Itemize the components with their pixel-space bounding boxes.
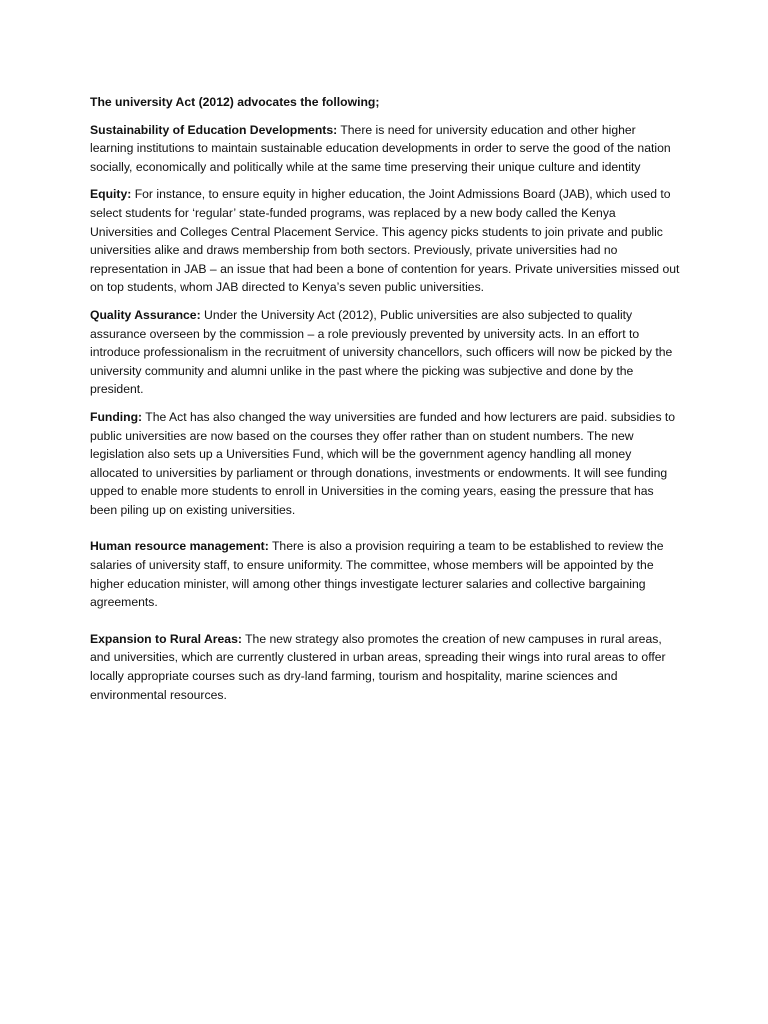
section-title: Expansion to Rural Areas: [90,631,242,646]
section-body: The new strategy also promotes the creation of new campuses in rural areas, and universities, which are currently clustered in urban areas, spreading their wings into rural areas to offer locally appropriate courses such as dry-land farming, tourism and hospitality, marine sciences and environmental resources. [90,631,666,702]
section-body: The Act has also changed the way universities are funded and how lecturers are paid. subsidies to public universities are now based on the courses they offer rather than on student numbers. The new legislation also sets up a Universities Fund, which will be the government agency handling all money allocated to universities by parliament or through donations, investments or endowments. It will see funding upped to enable more students to enroll in Universities in the coming years, easing the pressure that has been piling up on existing universities. [90,409,676,517]
section-expansion-rural-areas [90,630,682,704]
document-body [90,93,682,713]
section-body: For instance, to ensure equity in higher education, the Joint Admissions Board (JAB), which used to select students for ‘regular’ state-funded programs, was replaced by a new body called the Kenya Universities and Colleges Central Placement Service. This agency picks students to join private and public universities alike and draws membership from both sectors. Previously, private universities had no representation in JAB – an issue that had been a bone of contention for years. Private universities missed out on top students, whom JAB directed to Kenya’s seven public universities. [90,187,680,295]
section-title: Equity: [90,187,132,202]
section-title: Funding: [90,409,143,424]
section-sustainability [90,121,682,177]
document-heading: The university Act (2012) advocates the following; [90,95,380,109]
section-title: Sustainability of Education Developments: [90,122,338,137]
section-funding [90,408,682,520]
section-title: Human resource management: [90,539,269,554]
section-human-resource-management [90,537,682,611]
section-body: Under the University Act (2012), Public universities are also subjected to quality assurance overseen by the commission – a role previously prevented by university acts. In an effort to introduce professionalism in the recruitment of university chancellors, such officers will now be picked by the university community and alumni unlike in the past where the picking was subjective and done by the president. [90,307,673,397]
section-body: There is also a provision requiring a team to be established to review the salaries of university staff, to ensure uniformity. The committee, whose members will be appointed by the higher education minister, will among other things investigate lecturer salaries and collective bargaining agreements. [90,539,664,610]
section-title: Quality Assurance: [90,307,201,322]
section-body: There is need for university education and other higher learning institutions to maintain sustainable education developments in order to serve the good of the nation socially, economically and politically while at the same time preserving their unique culture and identity [90,122,671,174]
section-quality-assurance [90,306,682,399]
section-equity [90,185,682,297]
